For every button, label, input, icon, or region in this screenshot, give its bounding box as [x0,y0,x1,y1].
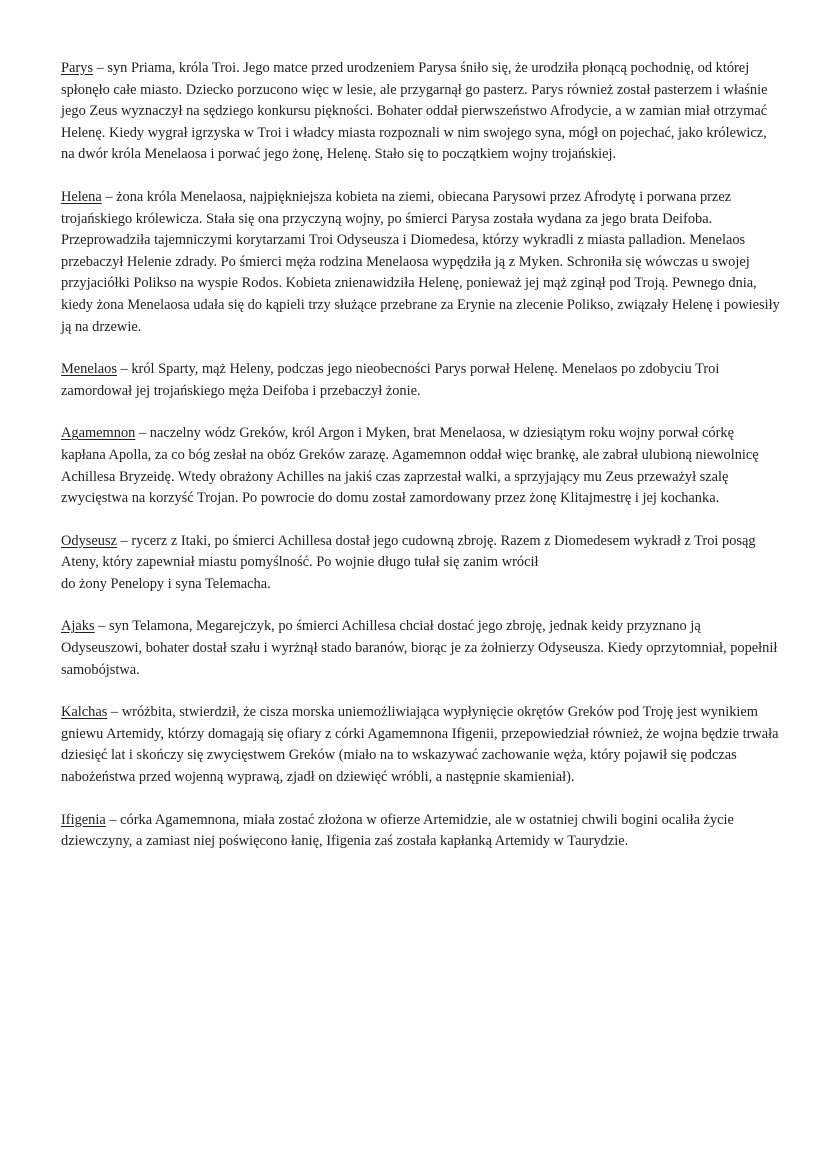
entry-odyseusz [61,531,780,596]
entry-ajaks [61,616,780,681]
entry-text-ajaks: – syn Telamona, Megarejczyk, po śmierci Achillesa chciał dostać jego zbroję, jednak keidy przyznano ją Odyseuszowi, bohater dostał szału i wyrżnął stado baranów, biorąc je za żołnierzy Odyseusza. Kiedy oprzytomniał, popełnił samobójstwa. [61,618,778,678]
entry-parys [61,58,780,166]
entry-text-parys: – syn Priama, króla Troi. Jego matce przed urodzeniem Parysa śniło się, że urodziła płonącą pochodnię, od której spłonęło całe miasto. Dziecko porzucono więc w lesie, ale przygarnął go pasterz. Parys również został pasterzem i właśnie jego Zeus wyznaczył na sędziego konkursu piękności. Bohater oddał pierwszeństwo Afrodycie, a w zamian miał otrzymać Helenę. Kiedy wygrał igrzyska w Troi i władcy miasta rozpoznali w nim swojego syna, mógł on pojechać, jako królewicz, na dwór króla Menelaosa i porwać jego żonę, Helenę. Stało się to początkiem wojny trojańskiej. [61,60,768,163]
entry-name-kalchas: Kalchas [61,704,108,721]
entry-text-ifigenia: – córka Agamemnona, miała zostać złożona w ofierze Artemidzie, ale w ostatniej chwili bogini ocaliła życie dziewczyny, a zamiast niej poświęcono łanię, Ifigenia zaś została kapłanką Artemidy w Taurydzie. [61,811,734,850]
entry-text-menelaos: – król Sparty, mąż Heleny, podczas jego nieobecności Parys porwał Helenę. Menelaos po zdobyciu Troi zamordował jej trojańskiego męża Deifoba i przebaczył żonie. [61,361,720,399]
entry-text-agamemnon: – naczelny wódz Greków, król Argon i Myken, brat Menelaosa, w dziesiątym roku wojny porwał córkę kapłana Apolla, za co bóg zesłał na obóz Greków zarazę. Agamemnon oddał więc brankę, ale zabrał ulubioną niewolnicę Achillesa Bryzeidę. Wtedy obrażony Achilles na jakiś czas zaprzestał walki, a sprzyjający mu Zeus przeważył szalę zwycięstwa na korzyść Trojan. Po powrocie do domu został zamordowany przez żonę Klitajmestrę i jej kochanka. [61,425,759,507]
entry-name-odyseusz: Odyseusz [61,532,117,549]
entry-text-odyseusz-continued: do żony Penelopy i syna Telemacha. [61,575,271,592]
entry-text-odyseusz: – rycerz z Itaki, po śmierci Achillesa dostał jego cudowną zbroję. Razem z Diomedesem wykradł z Troi posąg Ateny, który zapewniał miastu pomyślność. Po wojnie długo tułał się zanim wrócił [61,532,756,571]
entry-menelaos [61,359,780,402]
entry-name-menelaos: Menelaos [61,361,117,378]
entry-text-helena: – żona króla Menelaosa, najpiękniejsza kobieta na ziemi, obiecana Parysowi przez Afrodytę i porwana przez trojańskiego królewicza. Stała się ona przyczyną wojny, po śmierci Parysa została wydana za jego brata Deifoba. Przeprowadziła tajemniczymi korytarzami Troi Odyseusza i Diomedesa, którzy wykradli z miasta palladion. Menelaos przebaczył Helenie zdrady. Po śmierci męża rodzina Menelaosa wypędziła ją z Myken. Schroniła się wówczas u swojej przyjaciółki Polikso na wyspie Rodos. Kobieta znienawidziła Helenę, ponieważ jej mąż zginął pod Troją. Pewnego dnia, kiedy żona Menelaosa udała się do kąpieli trzy służące przebrane za Erynie na zlecenie Polikso, związały Helenę i powiesiły ją na drzewie. [61,188,780,335]
entry-name-agamemnon: Agamemnon [61,425,136,442]
entry-name-helena: Helena [61,188,102,205]
entry-name-ifigenia: Ifigenia [61,811,106,828]
entry-helena [61,187,780,338]
entry-ifigenia [61,810,780,853]
entry-kalchas [61,702,780,788]
entry-name-parys: Parys [61,60,93,76]
entry-text-kalchas: – wróżbita, stwierdził, że cisza morska uniemożliwiająca wypłynięcie okrętów Greków pod Troję jest wynikiem gniewu Artemidy, którzy domagają się ofiary z córki Agamemnona Ifigenii, przepowiedział również, że wojna będzie trwała dziesięć lat i skończy się zwycięstwem Greków (miało na to wskazywać zachowanie węża, który pojawił się podczas nabożeństwa przed wojenną wyprawą, zjadł on dziewięć wróbli, a następnie skamieniał). [61,704,779,786]
entry-agamemnon [61,423,780,509]
entry-name-ajaks: Ajaks [61,618,95,635]
